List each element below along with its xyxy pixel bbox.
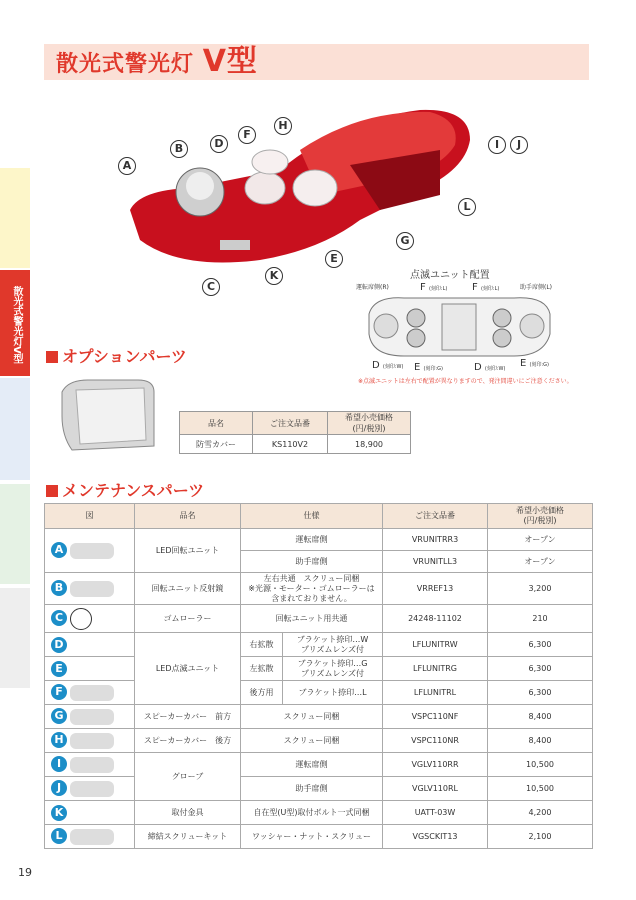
options-row-name: 防雪カバー bbox=[180, 435, 253, 454]
row-letter-badge: B bbox=[51, 580, 67, 596]
row-code: VGSCKIT13 bbox=[383, 825, 488, 849]
row-code: VRUNITLL3 bbox=[383, 551, 488, 573]
layout-f-left-mark: (刻印:L) bbox=[428, 286, 448, 292]
maintenance-heading-marker bbox=[46, 485, 58, 497]
side-tab-label: 散光式警光灯V型 bbox=[11, 286, 22, 364]
row-spec: 運転席側 bbox=[241, 753, 383, 777]
row-spec: 助手席側 bbox=[241, 777, 383, 801]
side-tab-yellow bbox=[0, 168, 30, 268]
part-thumbnail bbox=[70, 685, 114, 701]
layout-e-right-mark: (刻印:G) bbox=[529, 362, 549, 368]
table-row bbox=[45, 753, 593, 777]
layout-flash-left-top bbox=[407, 309, 425, 327]
row-letter-badge: H bbox=[51, 732, 67, 748]
row-code: VSPC110NR bbox=[383, 729, 488, 753]
unit-layout-note: ※点滅ユニットは左右で配置が異なりますので、発注間違いにご注意ください。 bbox=[358, 378, 573, 385]
row-spec-b: ブラケット捺印…G プリズムレンズ付 bbox=[283, 657, 383, 681]
part-thumbnail bbox=[70, 543, 114, 559]
callout-i: I bbox=[488, 136, 506, 154]
page-title-prefix: 散光式警光灯 bbox=[56, 52, 195, 77]
layout-f-right-letter: F bbox=[472, 282, 478, 293]
callout-h: H bbox=[274, 117, 292, 135]
row-code: VSPC110NF bbox=[383, 705, 488, 729]
layout-flash-left-bottom bbox=[407, 329, 425, 347]
options-heading-marker bbox=[46, 351, 58, 363]
figure-cell-l bbox=[45, 825, 135, 849]
page-title bbox=[56, 44, 258, 80]
reflector bbox=[186, 172, 214, 200]
figure-cell-d bbox=[45, 633, 135, 657]
row-name: スピーカーカバー 後方 bbox=[135, 729, 241, 753]
figure-cell-c bbox=[45, 605, 135, 633]
row-letter-badge: F bbox=[51, 684, 67, 700]
row-letter-badge: K bbox=[51, 805, 67, 821]
layout-d-left-letter: D bbox=[372, 360, 380, 371]
row-code: 24248-11102 bbox=[383, 605, 488, 633]
row-spec-a: 左拡散 bbox=[241, 657, 283, 681]
row-spec: 左右共通 スクリュー同梱 ※光源・モーター・ゴムローラーは 含まれておりません。 bbox=[241, 573, 383, 605]
layout-e-left-letter: E bbox=[414, 362, 421, 373]
row-spec-b: ブラケット捺印…L bbox=[283, 681, 383, 705]
layout-flash-right-top bbox=[493, 309, 511, 327]
callout-a: A bbox=[118, 157, 136, 175]
row-price: 6,300 bbox=[488, 681, 593, 705]
layout-flash-right-bottom bbox=[493, 329, 511, 347]
row-name: LED点滅ユニット bbox=[135, 633, 241, 705]
maintenance-header-row bbox=[45, 504, 593, 529]
row-name: スピーカーカバー 前方 bbox=[135, 705, 241, 729]
side-tab-blue bbox=[0, 378, 30, 480]
row-spec: ワッシャー・ナット・スクリュー bbox=[241, 825, 383, 849]
header-spec: 仕様 bbox=[241, 504, 383, 529]
product-illustration bbox=[120, 100, 490, 290]
maintenance-heading-text: メンテナンスパーツ bbox=[62, 481, 205, 500]
row-spec: 回転ユニット用共通 bbox=[241, 605, 383, 633]
snow-cover-grid bbox=[76, 388, 146, 444]
layout-rotating-left bbox=[374, 314, 398, 338]
row-code: VRREF13 bbox=[383, 573, 488, 605]
row-spec: 助手席側 bbox=[241, 551, 383, 573]
part-thumbnail bbox=[70, 781, 114, 797]
figure-cell-e bbox=[45, 657, 135, 681]
options-header-price: 希望小売価格 (円/税別) bbox=[328, 412, 411, 435]
row-price: 10,500 bbox=[488, 777, 593, 801]
layout-e-right-letter: E bbox=[520, 358, 527, 369]
unit-layout-title: 点滅ユニット配置 bbox=[410, 270, 490, 281]
row-letter-badge: C bbox=[51, 610, 67, 626]
layout-rotating-right bbox=[520, 314, 544, 338]
options-header-row bbox=[180, 412, 411, 435]
callout-j: J bbox=[510, 136, 528, 154]
options-header-code: ご注文品番 bbox=[253, 412, 328, 435]
row-price: 4,200 bbox=[488, 801, 593, 825]
header-price: 希望小売価格 (円/税別) bbox=[488, 504, 593, 529]
row-price: 10,500 bbox=[488, 753, 593, 777]
figure-cell-h bbox=[45, 729, 135, 753]
row-price: 210 bbox=[488, 605, 593, 633]
layout-e-left-mark: (刻印:G) bbox=[423, 366, 443, 372]
table-row bbox=[45, 573, 593, 605]
figure-cell-b bbox=[45, 573, 135, 605]
row-letter-badge: I bbox=[51, 756, 67, 772]
header-code: ご注文品番 bbox=[383, 504, 488, 529]
row-name: 締結スクリューキット bbox=[135, 825, 241, 849]
options-row-price: 18,900 bbox=[328, 435, 411, 454]
table-row bbox=[45, 529, 593, 551]
layout-f-right bbox=[472, 282, 499, 293]
page-title-suffix: V型 bbox=[202, 44, 258, 79]
figure-cell-g bbox=[45, 705, 135, 729]
row-spec: 運転席側 bbox=[241, 529, 383, 551]
row-price: 6,300 bbox=[488, 633, 593, 657]
maintenance-heading bbox=[46, 478, 204, 501]
options-header-name: 品名 bbox=[180, 412, 253, 435]
row-name: 取付金具 bbox=[135, 801, 241, 825]
row-price: オープン bbox=[488, 551, 593, 573]
part-thumbnail bbox=[70, 733, 114, 749]
row-name: 回転ユニット反射鏡 bbox=[135, 573, 241, 605]
layout-d-right-mark: (刻印:W) bbox=[484, 366, 506, 372]
row-price: 8,400 bbox=[488, 705, 593, 729]
options-heading-text: オプションパーツ bbox=[62, 347, 187, 366]
row-spec: スクリュー同梱 bbox=[241, 705, 383, 729]
table-row bbox=[45, 705, 593, 729]
row-spec-b: ブラケット捺印…W プリズムレンズ付 bbox=[283, 633, 383, 657]
table-row bbox=[45, 633, 593, 657]
snow-cover-image bbox=[58, 376, 158, 454]
row-letter-badge: J bbox=[51, 780, 67, 796]
part-thumbnail bbox=[70, 829, 114, 845]
row-spec: スクリュー同梱 bbox=[241, 729, 383, 753]
options-row bbox=[180, 435, 411, 454]
part-thumbnail bbox=[70, 709, 114, 725]
row-price: オープン bbox=[488, 529, 593, 551]
side-tab-green bbox=[0, 484, 30, 584]
flash-unit-e bbox=[293, 170, 337, 206]
row-price: 2,100 bbox=[488, 825, 593, 849]
table-row bbox=[45, 777, 593, 801]
row-code: UATT-03W bbox=[383, 801, 488, 825]
row-code: VGLV110RR bbox=[383, 753, 488, 777]
layout-f-left bbox=[420, 282, 447, 293]
row-spec-a: 後方用 bbox=[241, 681, 283, 705]
row-name: LED回転ユニット bbox=[135, 529, 241, 573]
row-code: LFLUNITRG bbox=[383, 657, 488, 681]
table-row bbox=[45, 729, 593, 753]
table-row bbox=[45, 657, 593, 681]
row-name: ゴムローラー bbox=[135, 605, 241, 633]
header-figure: 図 bbox=[45, 504, 135, 529]
layout-d-left-mark: (刻印:W) bbox=[382, 364, 404, 370]
figure-cell-j bbox=[45, 777, 135, 801]
callout-d: D bbox=[210, 135, 228, 153]
row-code: LFLUNITRL bbox=[383, 681, 488, 705]
part-thumbnail bbox=[70, 757, 114, 773]
table-row bbox=[45, 605, 593, 633]
passenger-side-label: 助手席側(L) bbox=[520, 284, 553, 291]
row-code: LFLUNITRW bbox=[383, 633, 488, 657]
callout-g: G bbox=[396, 232, 414, 250]
layout-e-left bbox=[414, 362, 443, 373]
options-table bbox=[179, 411, 411, 454]
flash-unit-f bbox=[252, 150, 288, 174]
unit-layout-diagram bbox=[364, 294, 554, 360]
row-price: 8,400 bbox=[488, 729, 593, 753]
layout-f-left-letter: F bbox=[420, 282, 426, 293]
options-heading bbox=[46, 344, 187, 367]
bracket bbox=[220, 240, 250, 250]
row-code: VGLV110RL bbox=[383, 777, 488, 801]
callout-f: F bbox=[238, 126, 256, 144]
callout-b: B bbox=[170, 140, 188, 158]
header-name: 品名 bbox=[135, 504, 241, 529]
row-code: VRUNITRR3 bbox=[383, 529, 488, 551]
figure-cell-a bbox=[45, 529, 135, 573]
row-letter-badge: D bbox=[51, 637, 67, 653]
figure-cell-f bbox=[45, 681, 135, 705]
part-thumbnail bbox=[70, 608, 92, 630]
table-row bbox=[45, 801, 593, 825]
row-spec: 自在型(U型)取付ボルト一式同梱 bbox=[241, 801, 383, 825]
flash-unit-d bbox=[245, 172, 285, 204]
layout-d-right bbox=[474, 362, 505, 373]
figure-cell-k bbox=[45, 801, 135, 825]
row-letter-badge: A bbox=[51, 542, 67, 558]
side-tab-gray bbox=[0, 588, 30, 688]
callout-l: L bbox=[458, 198, 476, 216]
row-letter-badge: L bbox=[51, 828, 67, 844]
row-name: グローブ bbox=[135, 753, 241, 801]
layout-d-right-letter: D bbox=[474, 362, 482, 373]
maintenance-table bbox=[44, 503, 593, 849]
part-thumbnail bbox=[70, 581, 114, 597]
callout-e: E bbox=[325, 250, 343, 268]
layout-f-right-mark: (刻印:L) bbox=[480, 286, 500, 292]
row-letter-badge: G bbox=[51, 708, 67, 724]
callout-c: C bbox=[202, 278, 220, 296]
row-price: 6,300 bbox=[488, 657, 593, 681]
table-row bbox=[45, 825, 593, 849]
layout-e-right bbox=[520, 358, 549, 369]
layout-speaker bbox=[442, 304, 476, 350]
row-spec-a: 右拡散 bbox=[241, 633, 283, 657]
figure-cell-i bbox=[45, 753, 135, 777]
page-number: 19 bbox=[18, 866, 32, 879]
table-row bbox=[45, 681, 593, 705]
options-row-code: KS110V2 bbox=[253, 435, 328, 454]
row-price: 3,200 bbox=[488, 573, 593, 605]
callout-k: K bbox=[265, 267, 283, 285]
layout-d-left bbox=[372, 360, 403, 371]
driver-side-label: 運転席側(R) bbox=[356, 284, 389, 291]
row-letter-badge: E bbox=[51, 661, 67, 677]
